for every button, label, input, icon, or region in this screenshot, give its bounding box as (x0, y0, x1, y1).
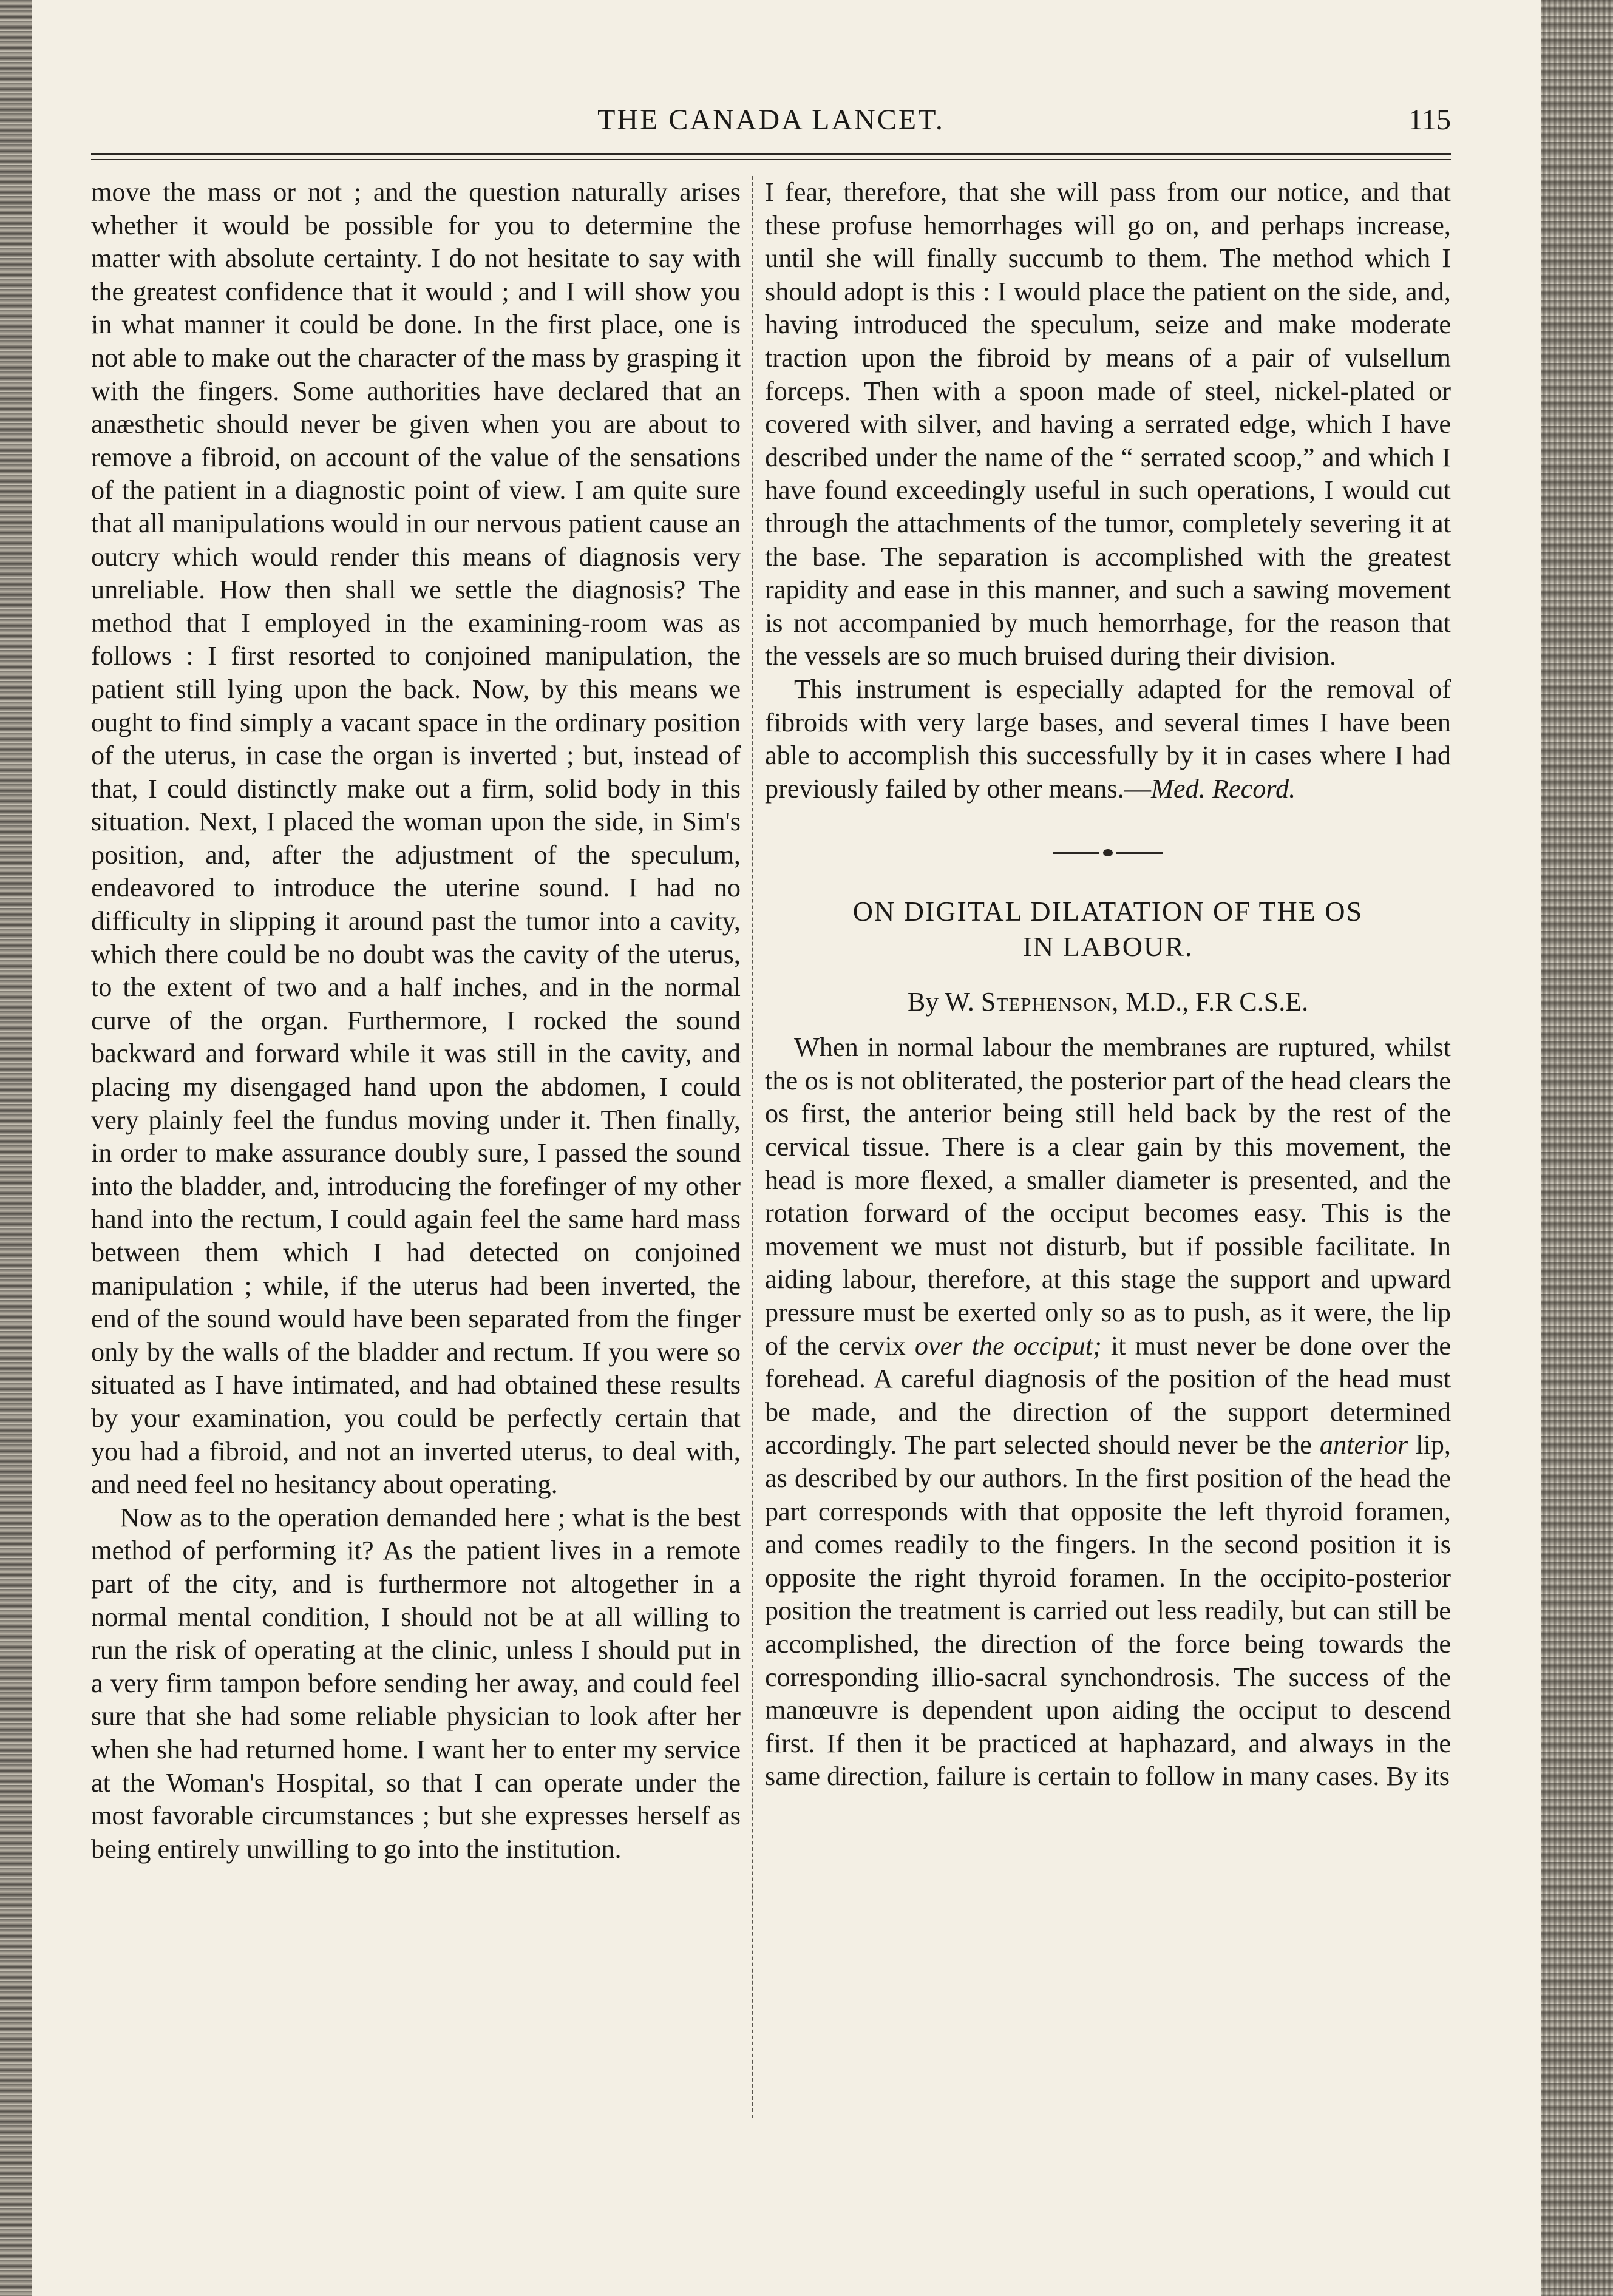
page-header (91, 103, 1451, 152)
article-text-part-b: it must never be done over the forehead. A careful diagnosis of the position of the head must be made, and the direction of the support determined accordingly. The part selected should never be the (765, 1330, 1452, 1460)
source-citation: Med. Record. (1151, 773, 1296, 804)
closing-paragraph-text: This instrument is especially adapted for the removal of fibroids with very large bases, and several times I have been able to accomplish this successfully by it in cases where I had previously failed by other means.— (765, 674, 1451, 804)
article-emphasis-2: anterior (1319, 1430, 1408, 1460)
right-paragraph-2 (765, 673, 1451, 805)
article-byline (765, 985, 1451, 1019)
left-column (91, 176, 741, 1866)
byline-author-name: Stephenson, (980, 987, 1119, 1017)
ornament-line-left (1053, 852, 1099, 854)
column-divider (752, 176, 753, 2118)
article-title (765, 894, 1451, 964)
section-ornament (1053, 849, 1163, 856)
article-title-line-2: IN LABOUR. (1022, 931, 1194, 963)
article-text-part-a: When in normal labour the membranes are ruptured, whilst the os is not obliterated, the posterior part of the head clears the os first, the anterior being still held back by the rest of the cervical tissue. There is a clear gain by this movement, the head is more flexed, a smaller diameter is presented, and the rotation forward of the occiput becomes easy. This is the movement we must not disturb, but if possible facilitate. In aiding labour, therefore, at this stage the support and upward pressure must be exerted only so as to push, as it were, the lip of the cervix (765, 1032, 1451, 1361)
ornament-dot (1103, 849, 1113, 856)
running-head: THE CANADA LANCET. (597, 104, 945, 136)
header-rule-thin (91, 159, 1451, 160)
article-paragraph-1 (765, 1031, 1451, 1793)
left-paragraph-2: Now as to the operation demanded here ; what is the best method of performing it? As the patient lives in a remote part of the city, and is furthermore not altogether in a normal mental condition, I should not be at all willing to run the risk of operating at the clinic, unless I should put in a very firm tampon before sending her away, and could feel sure that she had some reliable physician to look after her when she had returned home. I want her to enter my service at the Woman's Hospital, so that I can operate under the most favorable circumstances ; but she expresses herself as being entirely unwilling to go into the institution. (91, 1502, 741, 1864)
scan-binding-edge-left (0, 0, 32, 2296)
article-text-part-c: lip, as described by our authors. In the first position of the head the part corresponds with that opposite the left thyroid foramen, and comes readily to the fingers. In the second position it is opposite the right thyroid foramen. In the occipito-posterior position the treatment is carried out less readily, but can still be accomplished, the direction of the force being towards the corresponding illio-sacral synchondrosis. The success of the manœuvre is dependent upon aiding the occiput to descend first. If then it be practiced at haphazard, and always in the same direction, failure is certain to follow in many cases. By its (765, 1430, 1452, 1792)
right-column (765, 176, 1451, 1793)
article-title-line-1: ON DIGITAL DILATATION OF THE OS (852, 896, 1363, 927)
byline-credentials: M.D., F.R C.S.E. (1126, 987, 1309, 1017)
article-emphasis-1: over the occiput; (914, 1330, 1102, 1361)
ornament-line-right (1116, 852, 1163, 854)
scan-binding-edge-right (1541, 0, 1613, 2296)
page-number: 115 (1408, 104, 1451, 136)
right-paragraph-1: I fear, therefore, that she will pass from our notice, and that these profuse hemorrhages will go on, and perhaps increase, until she will finally succumb to them. The method which I should adopt is this : I would place the patient on the side, and, having introduced the speculum, seize and make moderate traction upon the fibroid by means of a pair of vulsellum forceps. Then with a spoon made of steel, nickel-plated or covered with silver, and having a serrated edge, which I have described under the name of the “ serrated scoop,” and which I have found exceedingly useful in such operations, I would cut through the attachments of the tumor, completely severing it at the base. The separation is accomplished with the greatest rapidity and ease in this manner, and such a sawing movement is not accompanied by much hemorrhage, for the reason that the vessels are so much bruised during their division. (765, 177, 1451, 671)
header-rule-thick (91, 153, 1451, 155)
byline-prefix: By W. (907, 987, 974, 1017)
left-paragraph-1: move the mass or not ; and the question naturally arises whether it would be possible for you to determine the matter with absolute certainty. I do not hesitate to say with the greatest confidence that it would ; and I will show you in what manner it could be done. In the first place, one is not able to make out the character of the mass by grasping it with the fingers. Some authorities have declared that an anæsthetic should never be given when you are about to remove a fibroid, on account of the value of the sensations of the patient in a diagnostic point of view. I am quite sure that all manipulations would in our nervous patient cause an outcry which would render this means of diagnosis very unreliable. How then shall we settle the diagnosis? The method that I employed in the examining-room was as follows : I first resorted to conjoined manipulation, the patient still lying upon the back. Now, by this means we ought to find simply a vacant space in the ordinary position of the uterus, in case the organ is inverted ; but, instead of that, I could distinctly make out a firm, solid body in this situation. Next, I placed the woman upon the side, in Sim's position, and, after the adjustment of the speculum, endeavored to introduce the uterine sound. I had no difficulty in slipping it around past the tumor into a cavity, which there could be no doubt was the cavity of the uterus, to the extent of two and a half inches, and in the normal curve of the organ. Furthermore, I rocked the sound backward and forward while it was still in the cavity, and placing my disengaged hand upon the abdomen, I could very plainly feel the fundus moving under it. Then finally, in order to make assurance doubly sure, I passed the sound into the bladder, and, introducing the forefinger of my other hand into the rectum, I could again feel the same hard mass between them which I had detected on conjoined manipulation ; while, if the uterus had been inverted, the end of the sound would have been separated from the finger only by the walls of the bladder and rectum. If you were so situated as I have intimated, and had obtained these results by your examination, you could be perfectly certain that you had a fibroid, and not an inverted uterus, to deal with, and need feel no hesitancy about operating. (91, 177, 741, 1500)
